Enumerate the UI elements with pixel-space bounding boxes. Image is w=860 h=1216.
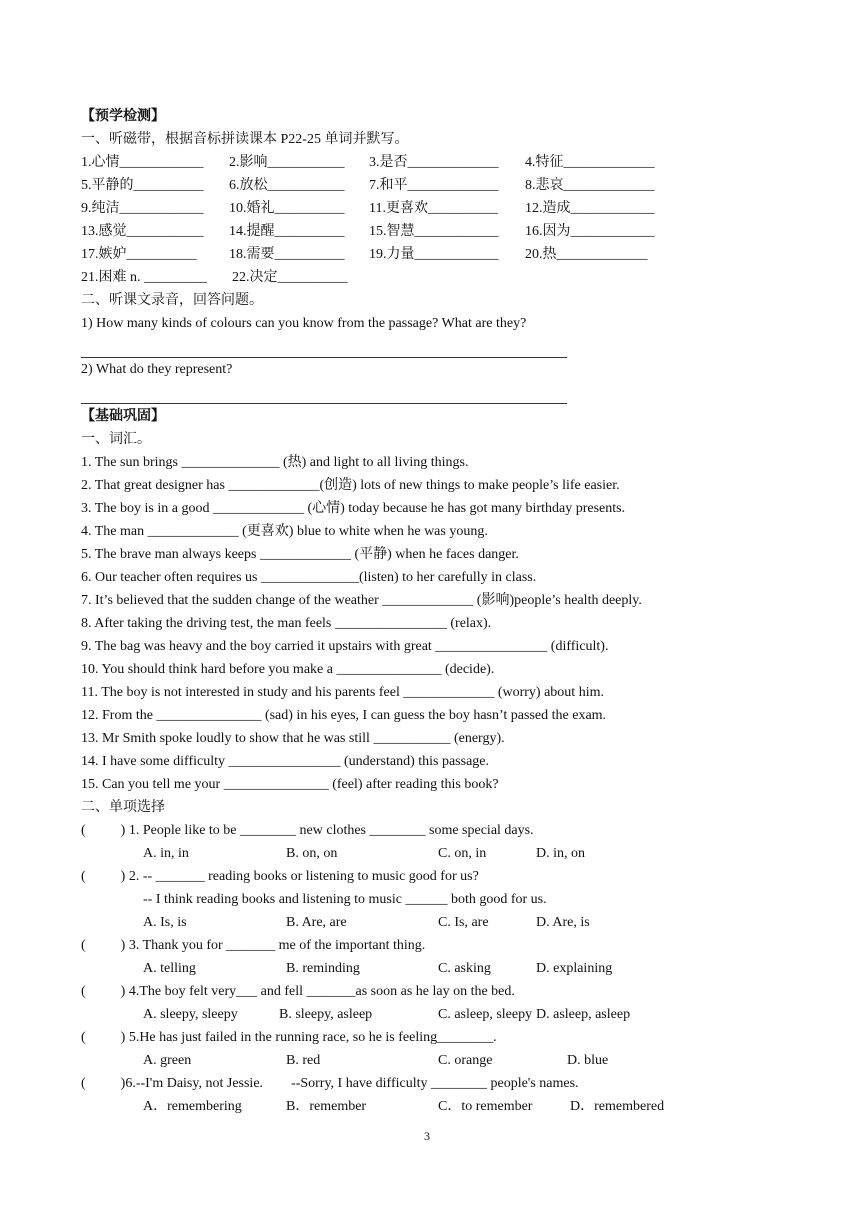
mc-option-a: A. sleepy, sleepy <box>143 1007 238 1022</box>
word-blank: 5.平静的__________ <box>81 178 204 193</box>
word-blank: 1.心情____________ <box>81 155 204 170</box>
word-blank: 16.因为____________ <box>525 224 655 239</box>
answer-line <box>81 357 567 358</box>
word-blank: 4.特征_____________ <box>525 155 655 170</box>
page-number: 3 <box>424 1129 430 1143</box>
listening-question: 1) How many kinds of colours can you know from the passage? What are they? <box>81 316 527 331</box>
word-blank: 6.放松___________ <box>229 178 345 193</box>
mc-option-c: C. Is, are <box>438 915 489 930</box>
vocab-item: 11. The boy is not interested in study and his parents feel _____________ (worry) about him. <box>81 685 604 700</box>
word-blank: 20.热_____________ <box>525 247 648 262</box>
mc-option-b: B. Are, are <box>286 915 347 930</box>
vocab-item: 13. Mr Smith spoke loudly to show that he was still ___________ (energy). <box>81 731 505 746</box>
mc-option-c: C. orange <box>438 1053 493 1068</box>
vocab-item: 15. Can you tell me your _______________ (feel) after reading this book? <box>81 777 499 792</box>
listening-question: 2) What do they represent? <box>81 362 233 377</box>
vocab-item: 1. The sun brings ______________ (热) and light to all living things. <box>81 455 469 470</box>
mc-stem: ( ) 5.He has just failed in the running race, so he is feeling________. <box>81 1030 497 1045</box>
mc-option-c: C．to remember <box>438 1099 533 1114</box>
word-blank: 22.决定__________ <box>232 270 348 285</box>
word-blank: 15.智慧____________ <box>369 224 499 239</box>
word-blank: 9.纯洁____________ <box>81 201 204 216</box>
vocab-item: 3. The boy is in a good _____________ (心情) today because he has got many birthday presents. <box>81 501 626 516</box>
mc-option-b: B. reminding <box>286 961 360 976</box>
vocab-item: 7. It’s believed that the sudden change of the weather _____________ (影响)people’s health deeply. <box>81 593 642 608</box>
mc-stem: ( ) 4.The boy felt very___ and fell _______as soon as he lay on the bed. <box>81 984 515 999</box>
mc-option-a: A. in, in <box>143 846 189 861</box>
word-blank: 3.是否_____________ <box>369 155 499 170</box>
mc-option-a: A．remembering <box>143 1099 242 1114</box>
vocab-item: 9. The bag was heavy and the boy carried it upstairs with great ________________ (difficult). <box>81 639 609 654</box>
vocab-item: 5. The brave man always keeps _____________ (平静) when he faces danger. <box>81 547 519 562</box>
mc-stem: ( ) 2. -- _______ reading books or listening to music good for us? <box>81 869 479 884</box>
word-blank: 7.和平_____________ <box>369 178 499 193</box>
word-blank: 12.造成____________ <box>525 201 655 216</box>
mc-stem: ( ) 1. People like to be ________ new clothes ________ some special days. <box>81 823 534 838</box>
mc-option-c: C. asleep, sleepy <box>438 1007 533 1022</box>
vocab-item: 12. From the _______________ (sad) in his eyes, I can guess the boy hasn’t passed the exam. <box>81 708 607 723</box>
mc-option-c: C. asking <box>438 961 491 976</box>
mc-stem: ( ) 3. Thank you for _______ me of the important thing. <box>81 938 426 953</box>
question-title-listening: 二、听课文录音，回答问题。 <box>81 293 263 308</box>
mc-option-b: B．remember <box>286 1099 367 1114</box>
answer-line <box>81 403 567 404</box>
mc-option-a: A. Is, is <box>143 915 187 930</box>
mc-stem-continuation: -- I think reading books and listening to music ______ both good for us. <box>143 892 547 907</box>
section-heading-basics: 【基础巩固】 <box>81 409 165 424</box>
word-blank: 13.感觉___________ <box>81 224 204 239</box>
mc-option-d: D. explaining <box>536 961 613 976</box>
mc-option-a: A. telling <box>143 961 196 976</box>
word-blank: 19.力量____________ <box>369 247 499 262</box>
mc-option-a: A. green <box>143 1053 192 1068</box>
mc-stem: ( )6.--I'm Daisy, not Jessie. --Sorry, I have difficulty ________ people's names. <box>81 1076 579 1091</box>
word-blank: 17.嫉妒__________ <box>81 247 197 262</box>
word-blank: 21.困难 n. _________ <box>81 270 207 285</box>
word-blank: 14.提醒__________ <box>229 224 345 239</box>
question-title-choice: 二、单项选择 <box>81 800 165 815</box>
vocab-item: 14. I have some difficulty ________________ (understand) this passage. <box>81 754 490 769</box>
mc-option-d: D. blue <box>567 1053 609 1068</box>
section-heading-preview: 【预学检测】 <box>81 109 165 124</box>
word-blank: 11.更喜欢__________ <box>369 201 498 216</box>
mc-option-c: C. on, in <box>438 846 487 861</box>
word-blank: 18.需要__________ <box>229 247 345 262</box>
vocab-item: 2. That great designer has _____________(创造) lots of new things to make people’s life easier. <box>81 478 620 493</box>
mc-option-b: B. on, on <box>286 846 338 861</box>
mc-option-d: D. asleep, asleep <box>536 1007 631 1022</box>
mc-option-d: D．remembered <box>570 1099 665 1114</box>
word-blank: 2.影响___________ <box>229 155 345 170</box>
mc-option-b: B. red <box>286 1053 321 1068</box>
vocab-item: 10. You should think hard before you make a _______________ (decide). <box>81 662 495 677</box>
question-title-vocab: 一、词汇。 <box>81 432 151 447</box>
mc-option-b: B. sleepy, asleep <box>279 1007 373 1022</box>
mc-option-d: D. Are, is <box>536 915 590 930</box>
word-blank: 8.悲哀_____________ <box>525 178 655 193</box>
question-title-dictation: 一、听磁带，根据音标拼读课本 P22-25 单词并默写。 <box>81 132 409 147</box>
vocab-item: 8. After taking the driving test, the man feels ________________ (relax). <box>81 616 492 631</box>
vocab-item: 6. Our teacher often requires us ______________(listen) to her carefully in class. <box>81 570 537 585</box>
mc-option-d: D. in, on <box>536 846 585 861</box>
word-blank: 10.婚礼__________ <box>229 201 345 216</box>
vocab-item: 4. The man _____________ (更喜欢) blue to white when he was young. <box>81 524 488 539</box>
